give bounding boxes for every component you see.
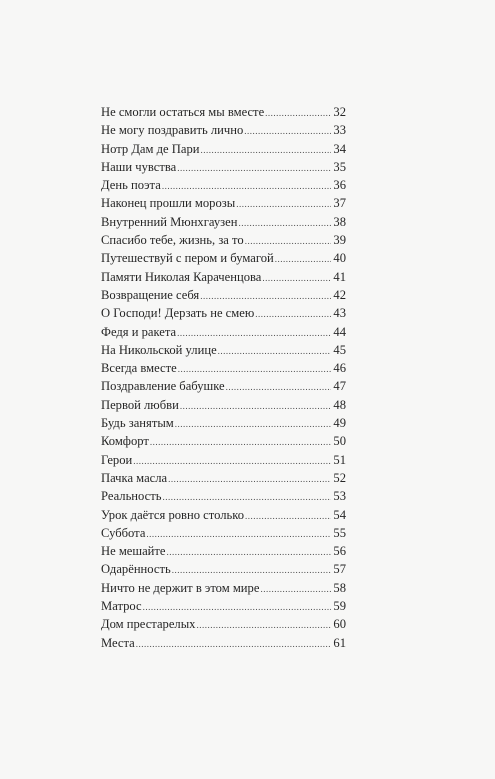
dot-leader (177, 159, 331, 177)
toc-entry (101, 268, 346, 286)
toc-entry-title: Спасибо тебе, жизнь, за то (101, 233, 244, 248)
toc-entry-title: Не смогли остаться мы вместе (101, 105, 265, 119)
toc-entry-page-number: 39 (333, 233, 346, 248)
dot-leader (260, 580, 331, 598)
toc-entry-page-number: 40 (333, 251, 346, 266)
dot-leader (162, 177, 331, 195)
toc-entry (101, 469, 346, 487)
toc-entry (101, 359, 346, 377)
toc-entry (101, 194, 346, 212)
dot-leader (178, 360, 331, 378)
toc-entry-title: На Никольской улице (101, 342, 217, 357)
dot-leader (226, 378, 331, 396)
table-of-contents (101, 103, 346, 652)
toc-entry-page-number: 46 (333, 361, 346, 376)
toc-entry-page-number: 42 (333, 287, 346, 302)
toc-entry-page-number: 45 (333, 342, 346, 357)
toc-entry-page-number: 61 (333, 635, 346, 650)
dot-leader (136, 635, 331, 653)
toc-entry (101, 506, 346, 524)
toc-entry-title: Дом престарелых (101, 617, 196, 632)
toc-entry-title: Внутренний Мюнхгаузен (101, 214, 238, 229)
toc-entry-title: Одарённость (101, 562, 171, 577)
toc-entry (101, 597, 346, 615)
toc-entry-title: Путешествуй с пером и бумагой (101, 251, 274, 266)
toc-entry-page-number: 52 (333, 470, 346, 485)
dot-leader (236, 195, 331, 213)
toc-entry-page-number: 33 (333, 123, 346, 138)
toc-entry (101, 249, 346, 267)
dot-leader (200, 287, 331, 305)
toc-entry-page-number: 54 (333, 507, 346, 522)
toc-entry (101, 487, 346, 505)
toc-entry (101, 231, 346, 249)
toc-entry-page-number: 50 (333, 434, 346, 449)
toc-entry-title: День поэта (101, 178, 161, 193)
toc-entry (101, 213, 346, 231)
toc-entry-page-number: 59 (333, 599, 346, 614)
dot-leader (133, 452, 331, 470)
dot-leader (172, 561, 331, 579)
toc-entry (101, 432, 346, 450)
toc-entry-title: Матрос (101, 599, 142, 614)
toc-entry (101, 140, 346, 158)
dot-leader (218, 342, 331, 360)
dot-leader (255, 305, 331, 323)
toc-entry-title: Герои (101, 452, 133, 467)
toc-entry (101, 634, 346, 652)
toc-entry-page-number: 60 (333, 617, 346, 632)
toc-entry-title: Будь занятым (101, 416, 174, 431)
toc-entry (101, 615, 346, 633)
toc-entry-title: Не могу поздравить лично (101, 123, 244, 138)
toc-entry-title: Памяти Николая Караченцова (101, 269, 262, 284)
toc-entry-title: Первой любви (101, 397, 179, 412)
toc-entry-page-number: 55 (333, 525, 346, 540)
toc-entry-page-number: 32 (333, 105, 346, 119)
toc-entry-title: Урок даётся ровно столько (101, 507, 245, 522)
toc-entry (101, 542, 346, 560)
dot-leader (265, 104, 331, 122)
toc-entry-title: Ничто не держит в этом мире (101, 580, 260, 595)
dot-leader (245, 232, 331, 250)
dot-leader (175, 415, 331, 433)
toc-entry-title: Возвращение себя (101, 287, 200, 302)
dot-leader (167, 543, 331, 561)
toc-entry (101, 524, 346, 542)
toc-entry (101, 414, 346, 432)
toc-entry-page-number: 47 (333, 379, 346, 394)
dot-leader (244, 122, 331, 140)
toc-entry-page-number: 36 (333, 178, 346, 193)
toc-entry (101, 396, 346, 414)
toc-entry-title: Реальность (101, 489, 162, 504)
toc-entry-page-number: 41 (333, 269, 346, 284)
toc-entry-title: Всегда вместе (101, 361, 177, 376)
dot-leader (262, 269, 331, 287)
toc-entry (101, 323, 346, 341)
toc-entry (101, 560, 346, 578)
toc-entry-title: О Господи! Дерзать не смею (101, 306, 255, 321)
toc-entry (101, 451, 346, 469)
toc-entry-title: Нотр Дам де Пари (101, 141, 200, 156)
toc-entry-page-number: 43 (333, 306, 346, 321)
toc-entry-title: Суббота (101, 525, 146, 540)
toc-entry (101, 121, 346, 139)
toc-entry-page-number: 49 (333, 416, 346, 431)
dot-leader (196, 616, 331, 634)
dot-leader (201, 141, 332, 159)
toc-entry-title: Комфорт (101, 434, 149, 449)
toc-entry-page-number: 53 (333, 489, 346, 504)
toc-entry (101, 286, 346, 304)
dot-leader (177, 324, 331, 342)
toc-entry-page-number: 51 (333, 452, 346, 467)
toc-entry-page-number: 48 (333, 397, 346, 412)
dot-leader (238, 214, 331, 232)
dot-leader (163, 488, 332, 506)
toc-entry (101, 341, 346, 359)
toc-entry-page-number: 34 (333, 141, 346, 156)
toc-entry-page-number: 58 (333, 580, 346, 595)
dot-leader (168, 470, 331, 488)
dot-leader (180, 397, 331, 415)
toc-entry-page-number: 57 (333, 562, 346, 577)
toc-entry (101, 377, 346, 395)
dot-leader (245, 507, 331, 525)
toc-entry (101, 579, 346, 597)
toc-entry-page-number: 56 (333, 544, 346, 559)
toc-entry-title: Наконец прошли морозы (101, 196, 236, 211)
toc-entry-page-number: 44 (333, 324, 346, 339)
toc-entry-page-number: 38 (333, 214, 346, 229)
toc-entry-title: Места (101, 635, 135, 650)
toc-entry-page-number: 35 (333, 159, 346, 174)
toc-entry-title: Федя и ракета (101, 324, 177, 339)
dot-leader (146, 525, 331, 543)
dot-leader (275, 250, 331, 268)
dot-leader (143, 598, 331, 616)
toc-entry-title: Поздравление бабушке (101, 379, 225, 394)
toc-entry (101, 158, 346, 176)
toc-entry (101, 176, 346, 194)
toc-entry (101, 304, 346, 322)
toc-entry-title: Наши чувства (101, 159, 177, 174)
toc-entry-page-number: 37 (333, 196, 346, 211)
toc-entry-title: Пачка масла (101, 470, 168, 485)
toc-entry-title: Не мешайте (101, 544, 166, 559)
toc-entry (101, 103, 346, 121)
dot-leader (150, 433, 331, 451)
